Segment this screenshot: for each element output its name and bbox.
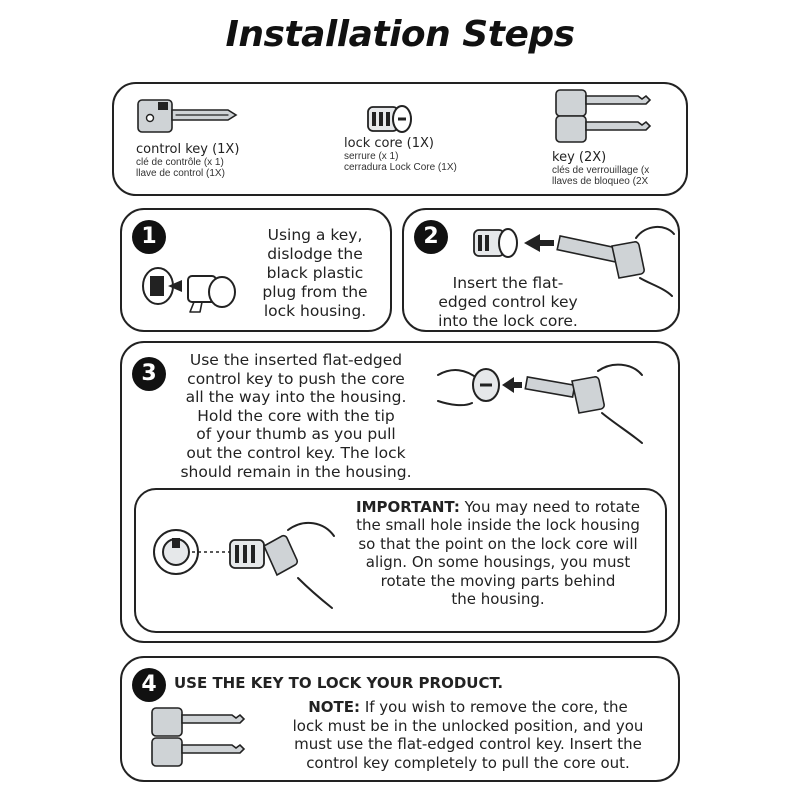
step-2-line: Insert the flat- [452, 274, 564, 292]
important-label: IMPORTANT: [356, 498, 460, 516]
key-label: key (2X) [552, 150, 607, 165]
align-core-icon [148, 512, 338, 612]
important-line: You may need to rotate [459, 498, 640, 516]
lock-core-label-fr: serrure (x 1) [344, 151, 399, 162]
important-line: rotate the moving parts behind [380, 571, 616, 590]
control-key-icon [136, 94, 246, 138]
key-label-es: llaves de bloqueo (2X [552, 176, 649, 187]
step-1-line: black plastic [266, 264, 364, 282]
note-label: NOTE: [308, 698, 361, 716]
keys-icon [554, 88, 664, 146]
step-4-number: 4 [132, 668, 166, 702]
step-3-line: control key to push the core [187, 369, 405, 388]
step-3-line: Use the inserted flat-edged [189, 351, 403, 369]
note-line: control key completely to pull the core out. [306, 753, 630, 772]
page-title: Installation Steps [225, 14, 575, 55]
control-key-label-fr: clé de contrôle (x 1) [136, 157, 224, 168]
step-1-line: Using a key, [267, 226, 363, 244]
step-3-number: 3 [132, 357, 166, 391]
important-line: align. On some housings, you must [365, 553, 631, 572]
step-3-line: should remain in the housing. [180, 462, 412, 481]
step-3-line: out the control key. The lock [186, 443, 406, 462]
parts-box [112, 82, 688, 196]
note-line: If you wish to remove the core, the [360, 698, 628, 716]
step-2-line: into the lock core. [438, 312, 578, 330]
important-line: the housing. [451, 590, 545, 609]
step-4-heading: USE THE KEY TO LOCK YOUR PRODUCT. [174, 674, 504, 692]
key-label-fr: clés de verrouillage (x [552, 165, 650, 176]
control-key-label-es: llave de control (1X) [136, 168, 225, 179]
keys-lock-icon [150, 706, 250, 770]
step-2-number: 2 [414, 220, 448, 254]
step-1-number: 1 [132, 220, 166, 254]
note-line: must use the flat-edged control key. Insert the [294, 735, 642, 754]
important-line: the small hole inside the lock housing [356, 516, 640, 535]
lock-core-label: lock core (1X) [344, 136, 434, 151]
step-1-line: plug from the [262, 283, 368, 301]
step-3-line: all the way into the housing. [185, 388, 407, 407]
step-1-line: dislodge the [267, 245, 363, 263]
push-core-icon [434, 353, 664, 453]
lock-core-icon [364, 102, 414, 136]
important-box [134, 488, 667, 633]
control-key-label: control key (1X) [136, 142, 240, 157]
lock-core-label-es: cerradura Lock Core (1X) [344, 162, 457, 173]
note-line: lock must be in the unlocked position, and you [292, 716, 644, 735]
step-2-line: edged control key [438, 293, 578, 311]
step-1-box [120, 208, 392, 332]
step-3-box [120, 341, 680, 643]
step-2-box [402, 208, 680, 332]
step-1-line: lock housing. [263, 302, 367, 320]
important-line: so that the point on the lock core will [358, 534, 638, 553]
step-4-box [120, 656, 680, 782]
plug-removal-icon [138, 262, 248, 324]
step-3-line: Hold the core with the tip [197, 406, 395, 425]
step-3-line: of your thumb as you pull [196, 425, 396, 444]
